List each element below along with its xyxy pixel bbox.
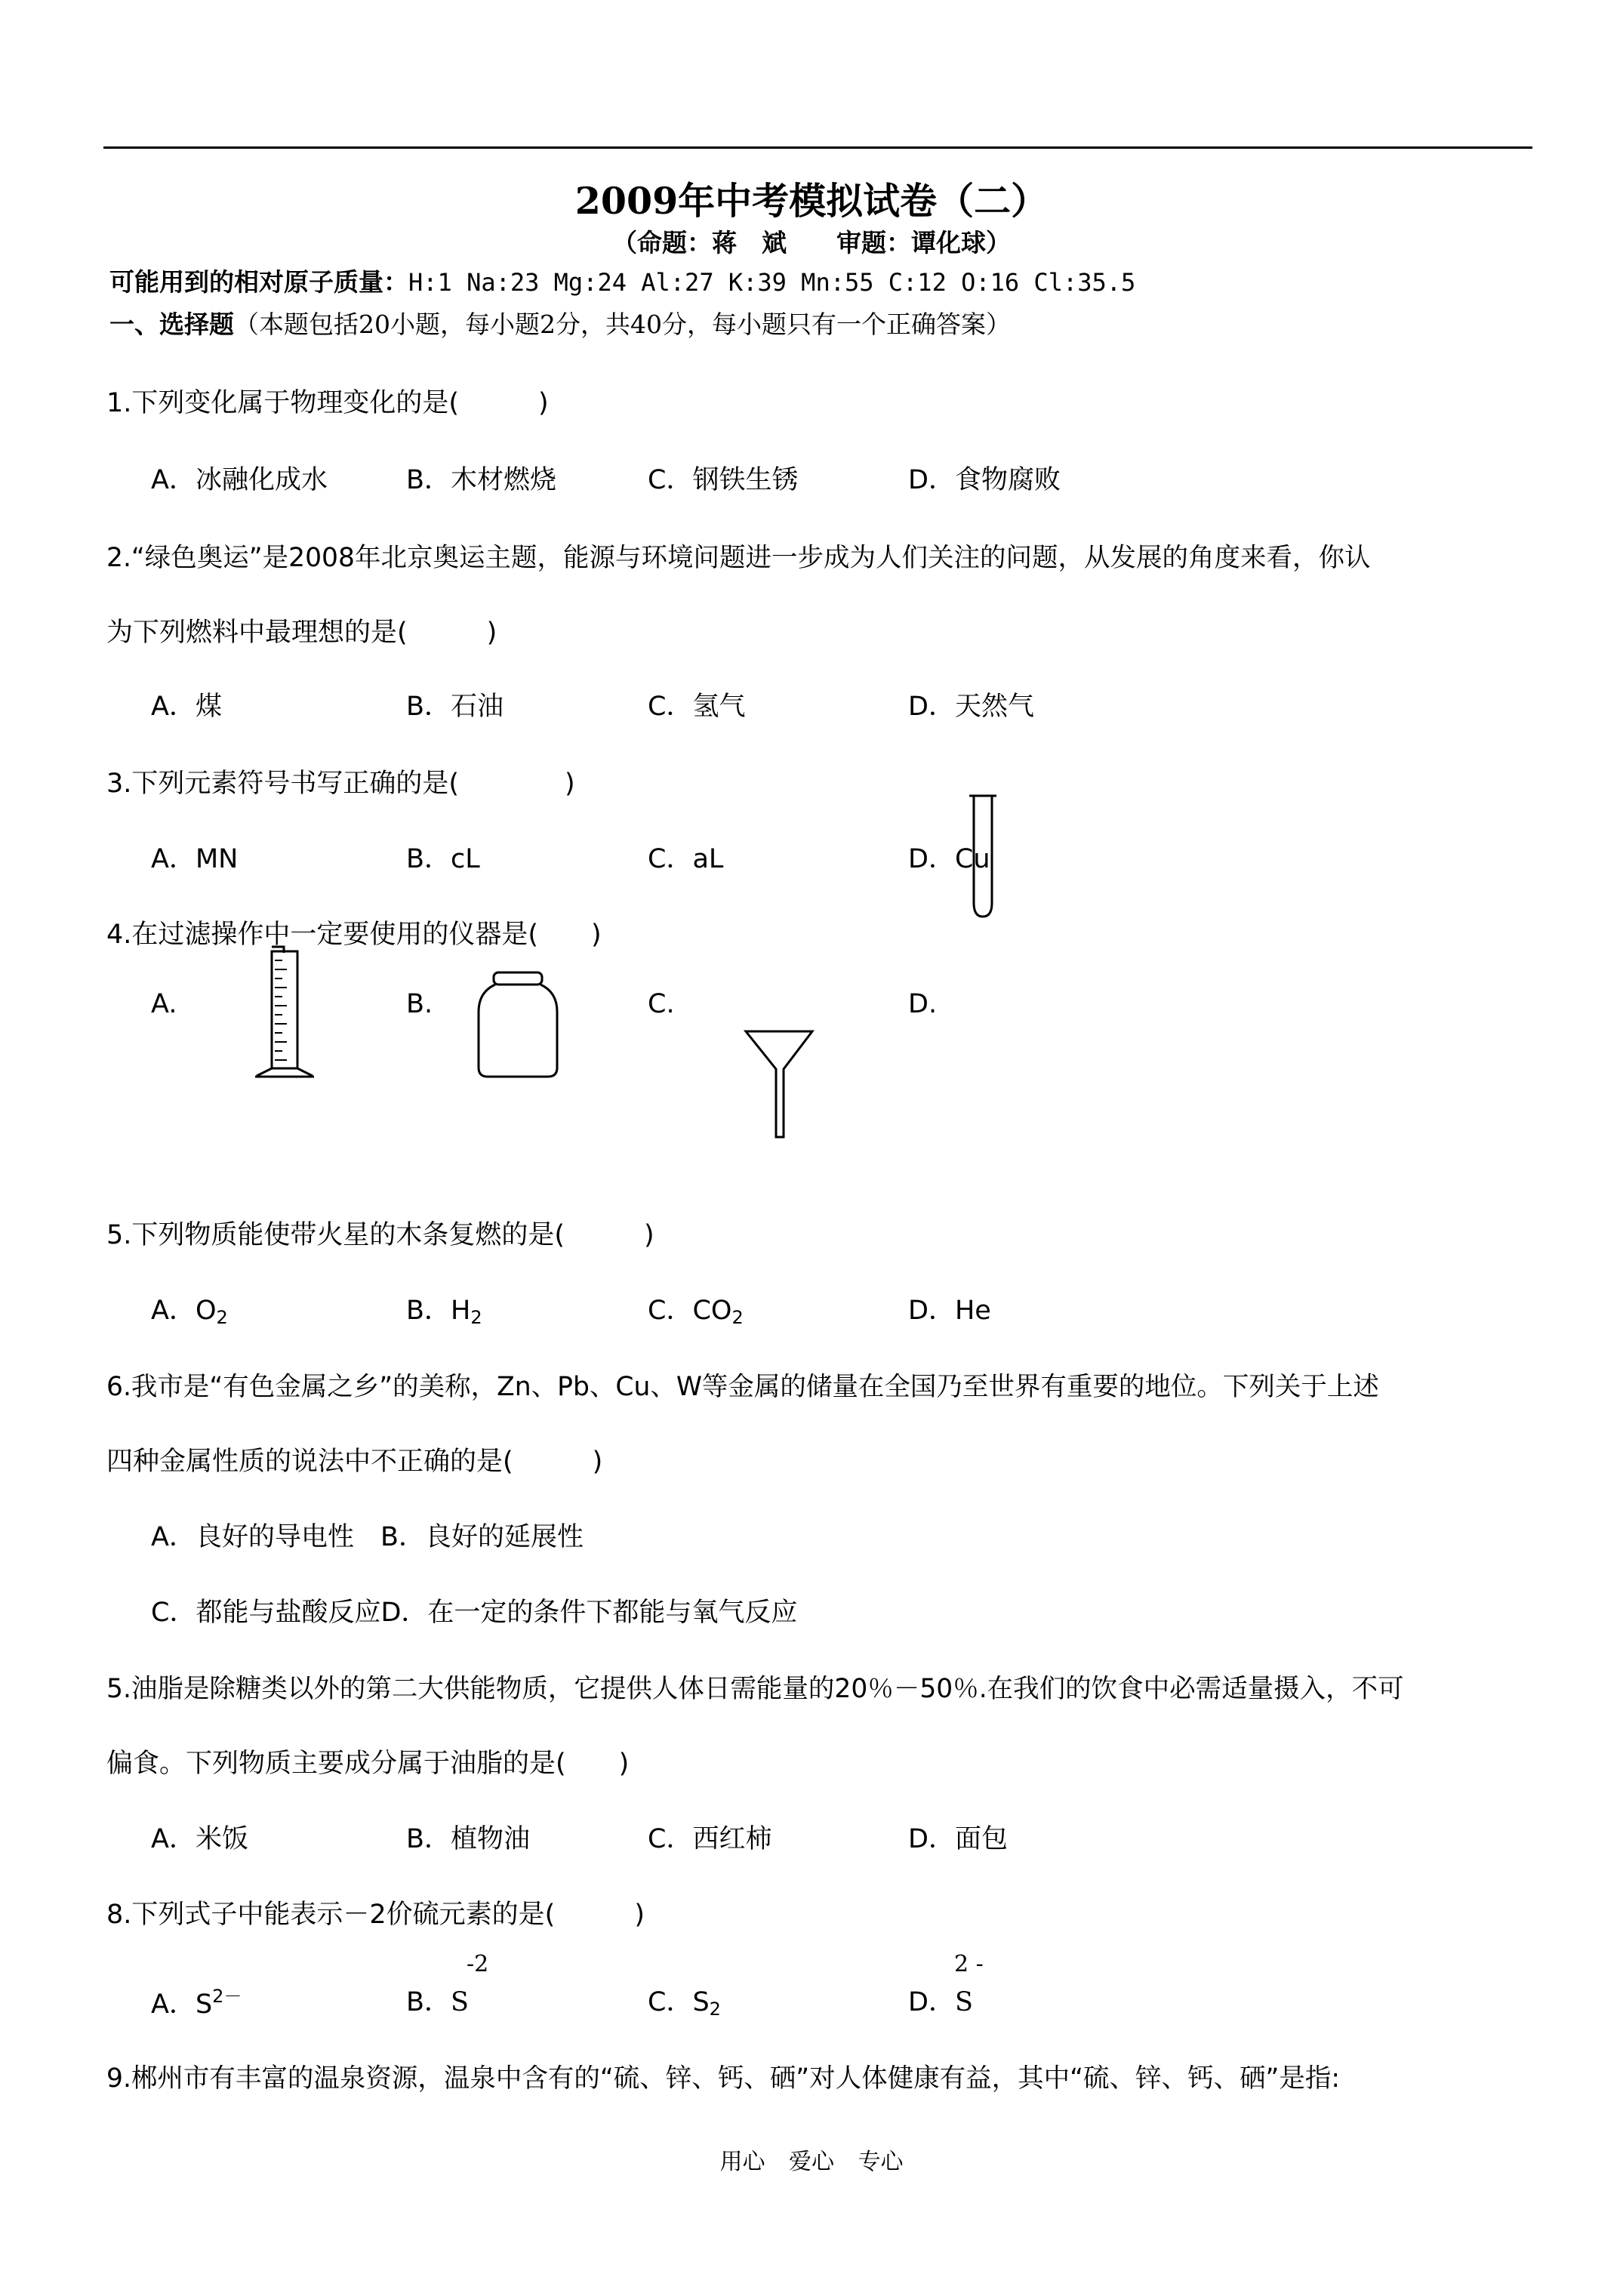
question-8-option-b bbox=[406, 1981, 469, 2019]
section-title: 一、选择题 bbox=[109, 310, 234, 339]
question-5-option-c-letter: C． bbox=[648, 1296, 693, 1326]
question-1-option-a: A．冰融化成水 bbox=[151, 465, 328, 495]
question-2-stem-line-2: 为下列燃料中最理想的是( ) bbox=[106, 618, 497, 648]
question-6-options-line-1: A．良好的导电性 B．良好的延展性 bbox=[151, 1522, 584, 1552]
question-3-option-c: C．aL bbox=[648, 844, 724, 874]
question-7-option-c: C．西红柿 bbox=[648, 1824, 772, 1854]
question-8-stem: 8.下列式子中能表示－2价硫元素的是( ) bbox=[106, 1900, 645, 1930]
question-1-option-d: D．食物腐败 bbox=[908, 465, 1061, 495]
question-4-option-c: C. bbox=[648, 989, 675, 1019]
question-8-option-c-subscript: 2 bbox=[709, 1999, 721, 2020]
atomic-masses-values: H:1 Na:23 Mg:24 Al:27 K:39 Mn:55 C:12 O:16 Cl:35.5 bbox=[408, 268, 1136, 297]
question-8-option-d-letter: D． bbox=[908, 1987, 955, 2017]
question-2-option-d: D．天然气 bbox=[908, 692, 1034, 722]
question-5-option-b-subscript: 2 bbox=[470, 1307, 482, 1328]
question-5-option-d-formula: He bbox=[954, 1296, 991, 1326]
question-8-option-d-valence: 2 - bbox=[954, 1951, 984, 1977]
question-8-option-a-symbol: S bbox=[195, 1989, 213, 2020]
question-2-option-b: B．石油 bbox=[406, 692, 504, 722]
page-title: 2009年中考模拟试卷（二） bbox=[574, 179, 1049, 223]
question-3-option-d: D．Cu bbox=[908, 844, 990, 874]
question-5-stem: 5.下列物质能使带火星的木条复燃的是( ) bbox=[106, 1220, 654, 1250]
question-4-option-b: B. bbox=[406, 989, 433, 1019]
question-6-stem-line-1: 6.我市是“有色金属之乡”的美称，Zn、Pb、Cu、W等金属的储量在全国乃至世界有重要的地位。下列关于上述 bbox=[106, 1372, 1379, 1402]
atomic-masses-label: 可能用到的相对原子质量： bbox=[109, 267, 408, 297]
graduated-cylinder-icon bbox=[249, 944, 325, 1080]
section-heading bbox=[109, 305, 1011, 341]
question-8-option-a-charge: 2－ bbox=[212, 1986, 242, 2007]
question-5-option-a-letter: A． bbox=[151, 1296, 196, 1326]
question-5-option-b-letter: B． bbox=[406, 1296, 451, 1326]
question-5-option-c-formula: CO bbox=[692, 1296, 732, 1326]
section-note: （本题包括20小题，每小题2分，共40分，每小题只有一个正确答案） bbox=[234, 310, 1011, 339]
question-5-option-a-formula: O bbox=[195, 1296, 217, 1326]
atomic-masses bbox=[109, 263, 1135, 298]
question-5-option-a-subscript: 2 bbox=[216, 1307, 228, 1328]
question-8-option-b-symbol: S bbox=[451, 1987, 469, 2017]
question-7-stem-line-2: 偏食。下列物质主要成分属于油脂的是( ) bbox=[106, 1749, 630, 1779]
question-2-option-a: A．煤 bbox=[151, 692, 222, 722]
question-7-stem-line-1: 5.油脂是除糖类以外的第二大供能物质，它提供人体日需能量的20％－50％.在我们的饮食中必需适量摄入，不可 bbox=[106, 1674, 1404, 1704]
question-8-option-c bbox=[648, 1981, 721, 2020]
question-8-option-c-symbol: S bbox=[692, 1987, 710, 2017]
page-footer: 用心 爱心 专心 bbox=[719, 2149, 904, 2175]
question-3-stem: 3.下列元素符号书写正确的是( ) bbox=[106, 769, 575, 799]
question-2-stem-line-1: 2.“绿色奥运”是2008年北京奥运主题，能源与环境问题进一步成为人们关注的问题，从发展的角度来看，你认 bbox=[106, 543, 1371, 573]
question-5-option-d bbox=[908, 1290, 991, 1327]
question-2-option-c: C．氢气 bbox=[648, 692, 746, 722]
question-5-option-b bbox=[406, 1290, 482, 1328]
header-rule bbox=[103, 146, 1532, 149]
question-8-option-b-letter: B． bbox=[406, 1987, 451, 2017]
test-tube-icon bbox=[968, 790, 998, 920]
question-8-option-d-symbol: S bbox=[954, 1987, 973, 2017]
question-8-option-b-valence: -2 bbox=[467, 1951, 489, 1977]
question-3-option-b: B．cL bbox=[406, 844, 480, 874]
question-8-option-a-letter: A． bbox=[151, 1989, 196, 2020]
question-6-stem-line-2: 四种金属性质的说法中不正确的是( ) bbox=[106, 1447, 603, 1477]
question-8-option-d bbox=[908, 1981, 973, 2019]
question-5-option-c-subscript: 2 bbox=[731, 1307, 744, 1328]
question-8-option-a bbox=[151, 1981, 242, 2021]
question-5-option-c bbox=[648, 1290, 744, 1328]
question-5-option-b-formula: H bbox=[451, 1296, 471, 1326]
question-9-stem: 9.郴州市有丰富的温泉资源，温泉中含有的“硫、锌、钙、硒”对人体健康有益，其中“硫、锌、钙、硒”是指: bbox=[106, 2063, 1341, 2094]
question-1-option-b: B．木材燃烧 bbox=[406, 465, 557, 495]
page-subtitle: （命题：蒋 斌 审题：谭化球） bbox=[612, 228, 1011, 257]
question-8-option-c-letter: C． bbox=[648, 1987, 693, 2017]
question-4-option-a: A. bbox=[151, 989, 177, 1019]
question-1-option-c: C．钢铁生锈 bbox=[648, 465, 799, 495]
wide-mouth-bottle-icon bbox=[474, 969, 562, 1080]
question-7-option-d: D．面包 bbox=[908, 1824, 1008, 1854]
question-3-option-a: A．MN bbox=[151, 844, 239, 874]
question-4-option-d: D. bbox=[908, 989, 938, 1019]
question-5-option-d-letter: D． bbox=[908, 1296, 955, 1326]
question-4-stem: 4.在过滤操作中一定要使用的仪器是( ) bbox=[106, 920, 602, 950]
question-1-stem: 1.下列变化属于物理变化的是( ) bbox=[106, 388, 549, 418]
funnel-icon bbox=[743, 1027, 815, 1140]
question-5-option-a bbox=[151, 1290, 228, 1328]
question-7-option-b: B．植物油 bbox=[406, 1824, 531, 1854]
question-6-options-line-2: C．都能与盐酸反应D．在一定的条件下都能与氧气反应 bbox=[151, 1598, 798, 1628]
question-7-option-a: A．米饭 bbox=[151, 1824, 248, 1854]
